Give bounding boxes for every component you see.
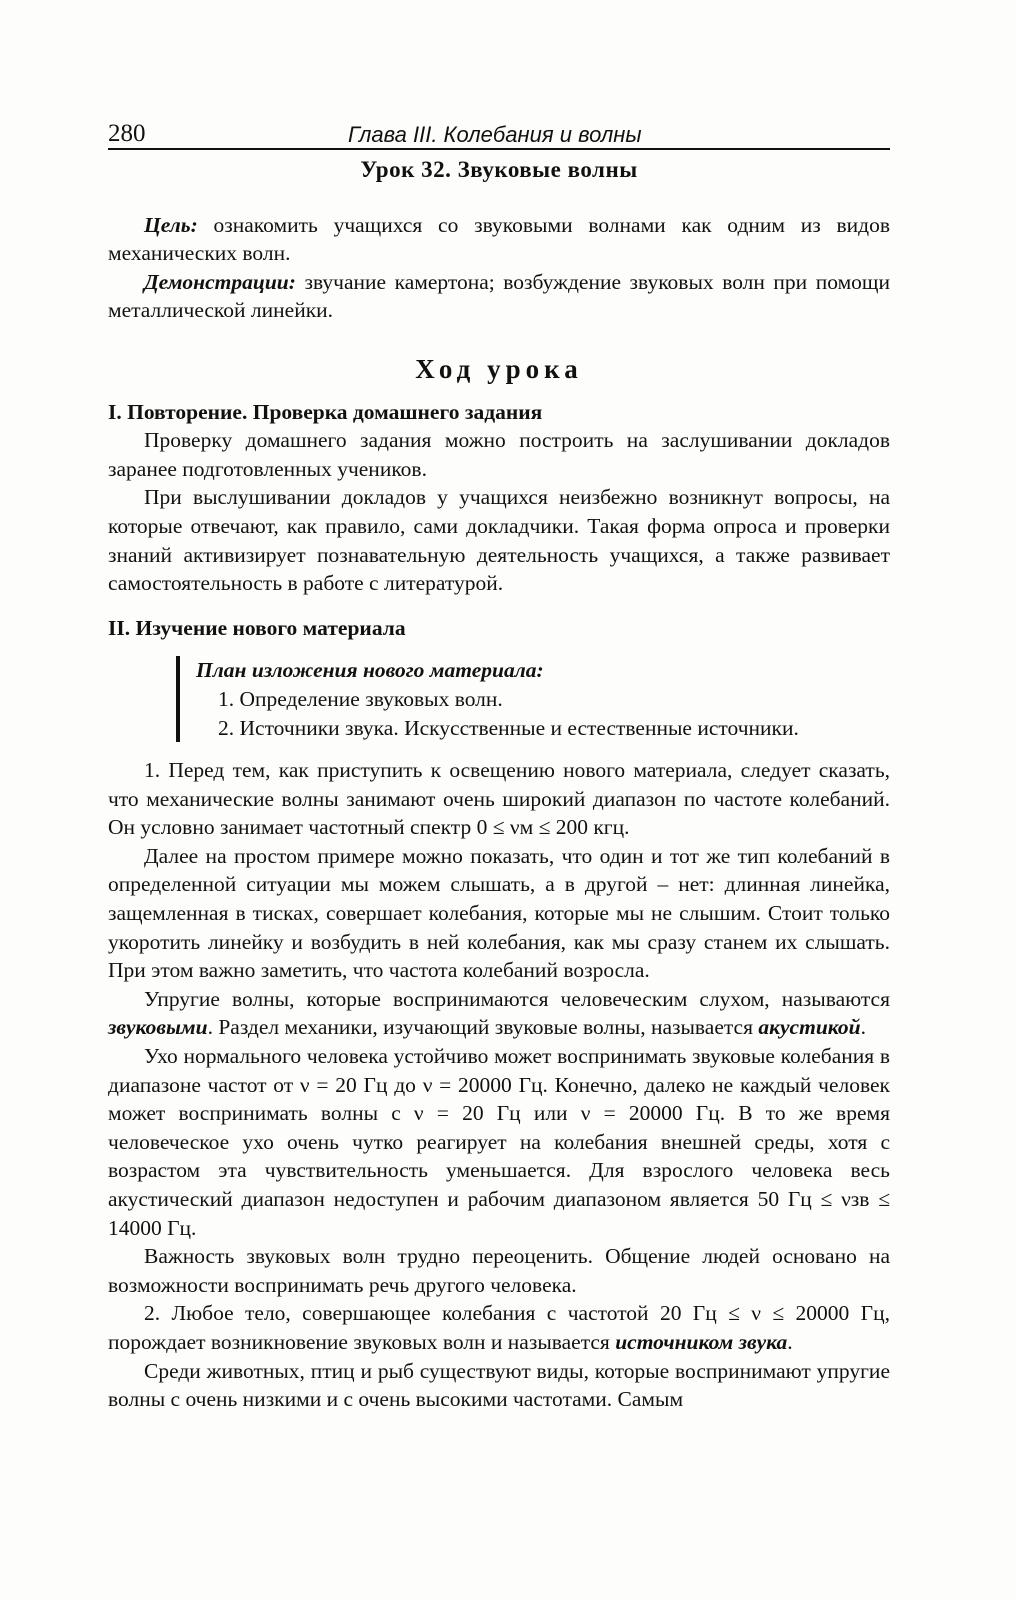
text-run: . [860, 1015, 866, 1040]
body-paragraph-2: Далее на простом примере можно показать, что один и тот же тип колебаний в определенной ситуации мы можем слышать, а в другой – нет: длинная линейка, защемленная в тисках, совершает колебания, которые мы не слышим. Стоит только укоротить линейку и возбудить в ней колебания, как мы сразу станем их слышать. При этом важно заметить, что частота колебаний возросла. [108, 843, 890, 983]
text-run: 2. Любое тело, совершающее колебания с частотой 20 Гц ≤ ν ≤ 20000 Гц, порождает возникновение звуковых волн и называется [108, 1301, 890, 1354]
body-paragraph-6 [108, 1299, 890, 1356]
plan-item: 1. Определение звуковых волн. [218, 686, 503, 711]
page-header [108, 118, 890, 150]
goal-label: Цель: [144, 212, 198, 237]
demo-paragraph [108, 268, 890, 325]
page-content [108, 150, 890, 1414]
section-heading-review: I. Повторение. Проверка домашнего задания [108, 399, 543, 424]
term-sound-waves: звуковыми [108, 1015, 208, 1040]
text-run: Упругие волны, которые воспринимаются человеческим слухом, называются [144, 986, 890, 1011]
goal-text: ознакомить учащихся со звуковыми волнами как одним из видов механических волн. [108, 212, 891, 266]
running-head: Глава III. Колебания и волны [348, 122, 642, 147]
flow-title: Ход урока [415, 353, 583, 384]
body-paragraph-5: Важность звуковых волн трудно переоценить. Общение людей основано на возможности воспринимать речь другого человека. [108, 1244, 890, 1297]
section-heading-new-material: II. Изучение нового материала [108, 615, 406, 640]
lesson-title: Урок 32. Звуковые волны [360, 157, 638, 182]
term-acoustics: акустикой [758, 1015, 861, 1040]
review-paragraph-1: Проверку домашнего задания можно построить на заслушивании докладов заранее подготовленных учеников. [108, 428, 890, 481]
page-number: 280 [108, 120, 146, 147]
goal-paragraph [108, 211, 890, 268]
body-paragraph-7: Среди животных, птиц и рыб существуют виды, которые воспринимают упругие волны с очень низкими и с очень высокими частотами. Самым [108, 1358, 890, 1412]
demo-label: Демонстрации: [144, 269, 296, 294]
plan-item: 2. Источники звука. Искусственные и естественные источники. [218, 715, 799, 740]
demo-text: звучание камертона; возбуждение звуковых волн при помощи металлической линейки. [108, 269, 890, 323]
plan-box [176, 656, 890, 742]
body-paragraph-4: Ухо нормального человека устойчиво может воспринимать звуковые колебания в диапазоне частот от ν = 20 Гц до ν = 20000 Гц. Конечно, далеко не каждый человек может воспринимать волны с ν = 20 Гц или ν = 20000 Гц. В то же время человеческое ухо очень чутко реагирует на колебания внешней среды, хотя с возрастом эта чувствительность уменьшается. Для взрослого человека весь акустический диапазон недоступен и рабочим диапазоном является 50 Гц ≤ νзв ≤ 14000 Гц. [108, 1044, 890, 1240]
text-run: . [787, 1329, 793, 1354]
body-paragraph-3 [108, 985, 890, 1042]
spacer [108, 598, 890, 614]
review-paragraph-2: При выслушивании докладов у учащихся неизбежно возникнут вопросы, на которые отвечают, как правило, сами докладчики. Такая форма опроса и проверки знаний активизирует познавательную деятельность учащихся, а также развивает самостоятельность в работе с литературой. [108, 485, 890, 596]
plan-title: План изложения нового материала: [196, 658, 544, 683]
text-run: . Раздел механики, изучающий звуковые волны, называется [207, 1015, 759, 1040]
body-paragraph-1: 1. Перед тем, как приступить к освещению нового материала, следует сказать, что механические волны занимают очень широкий диапазон по частоте колебаний. Он условно занимает частотный спектр 0 ≤ νм ≤ 200 кгц. [108, 758, 890, 840]
term-sound-source: источником звука [615, 1329, 788, 1354]
